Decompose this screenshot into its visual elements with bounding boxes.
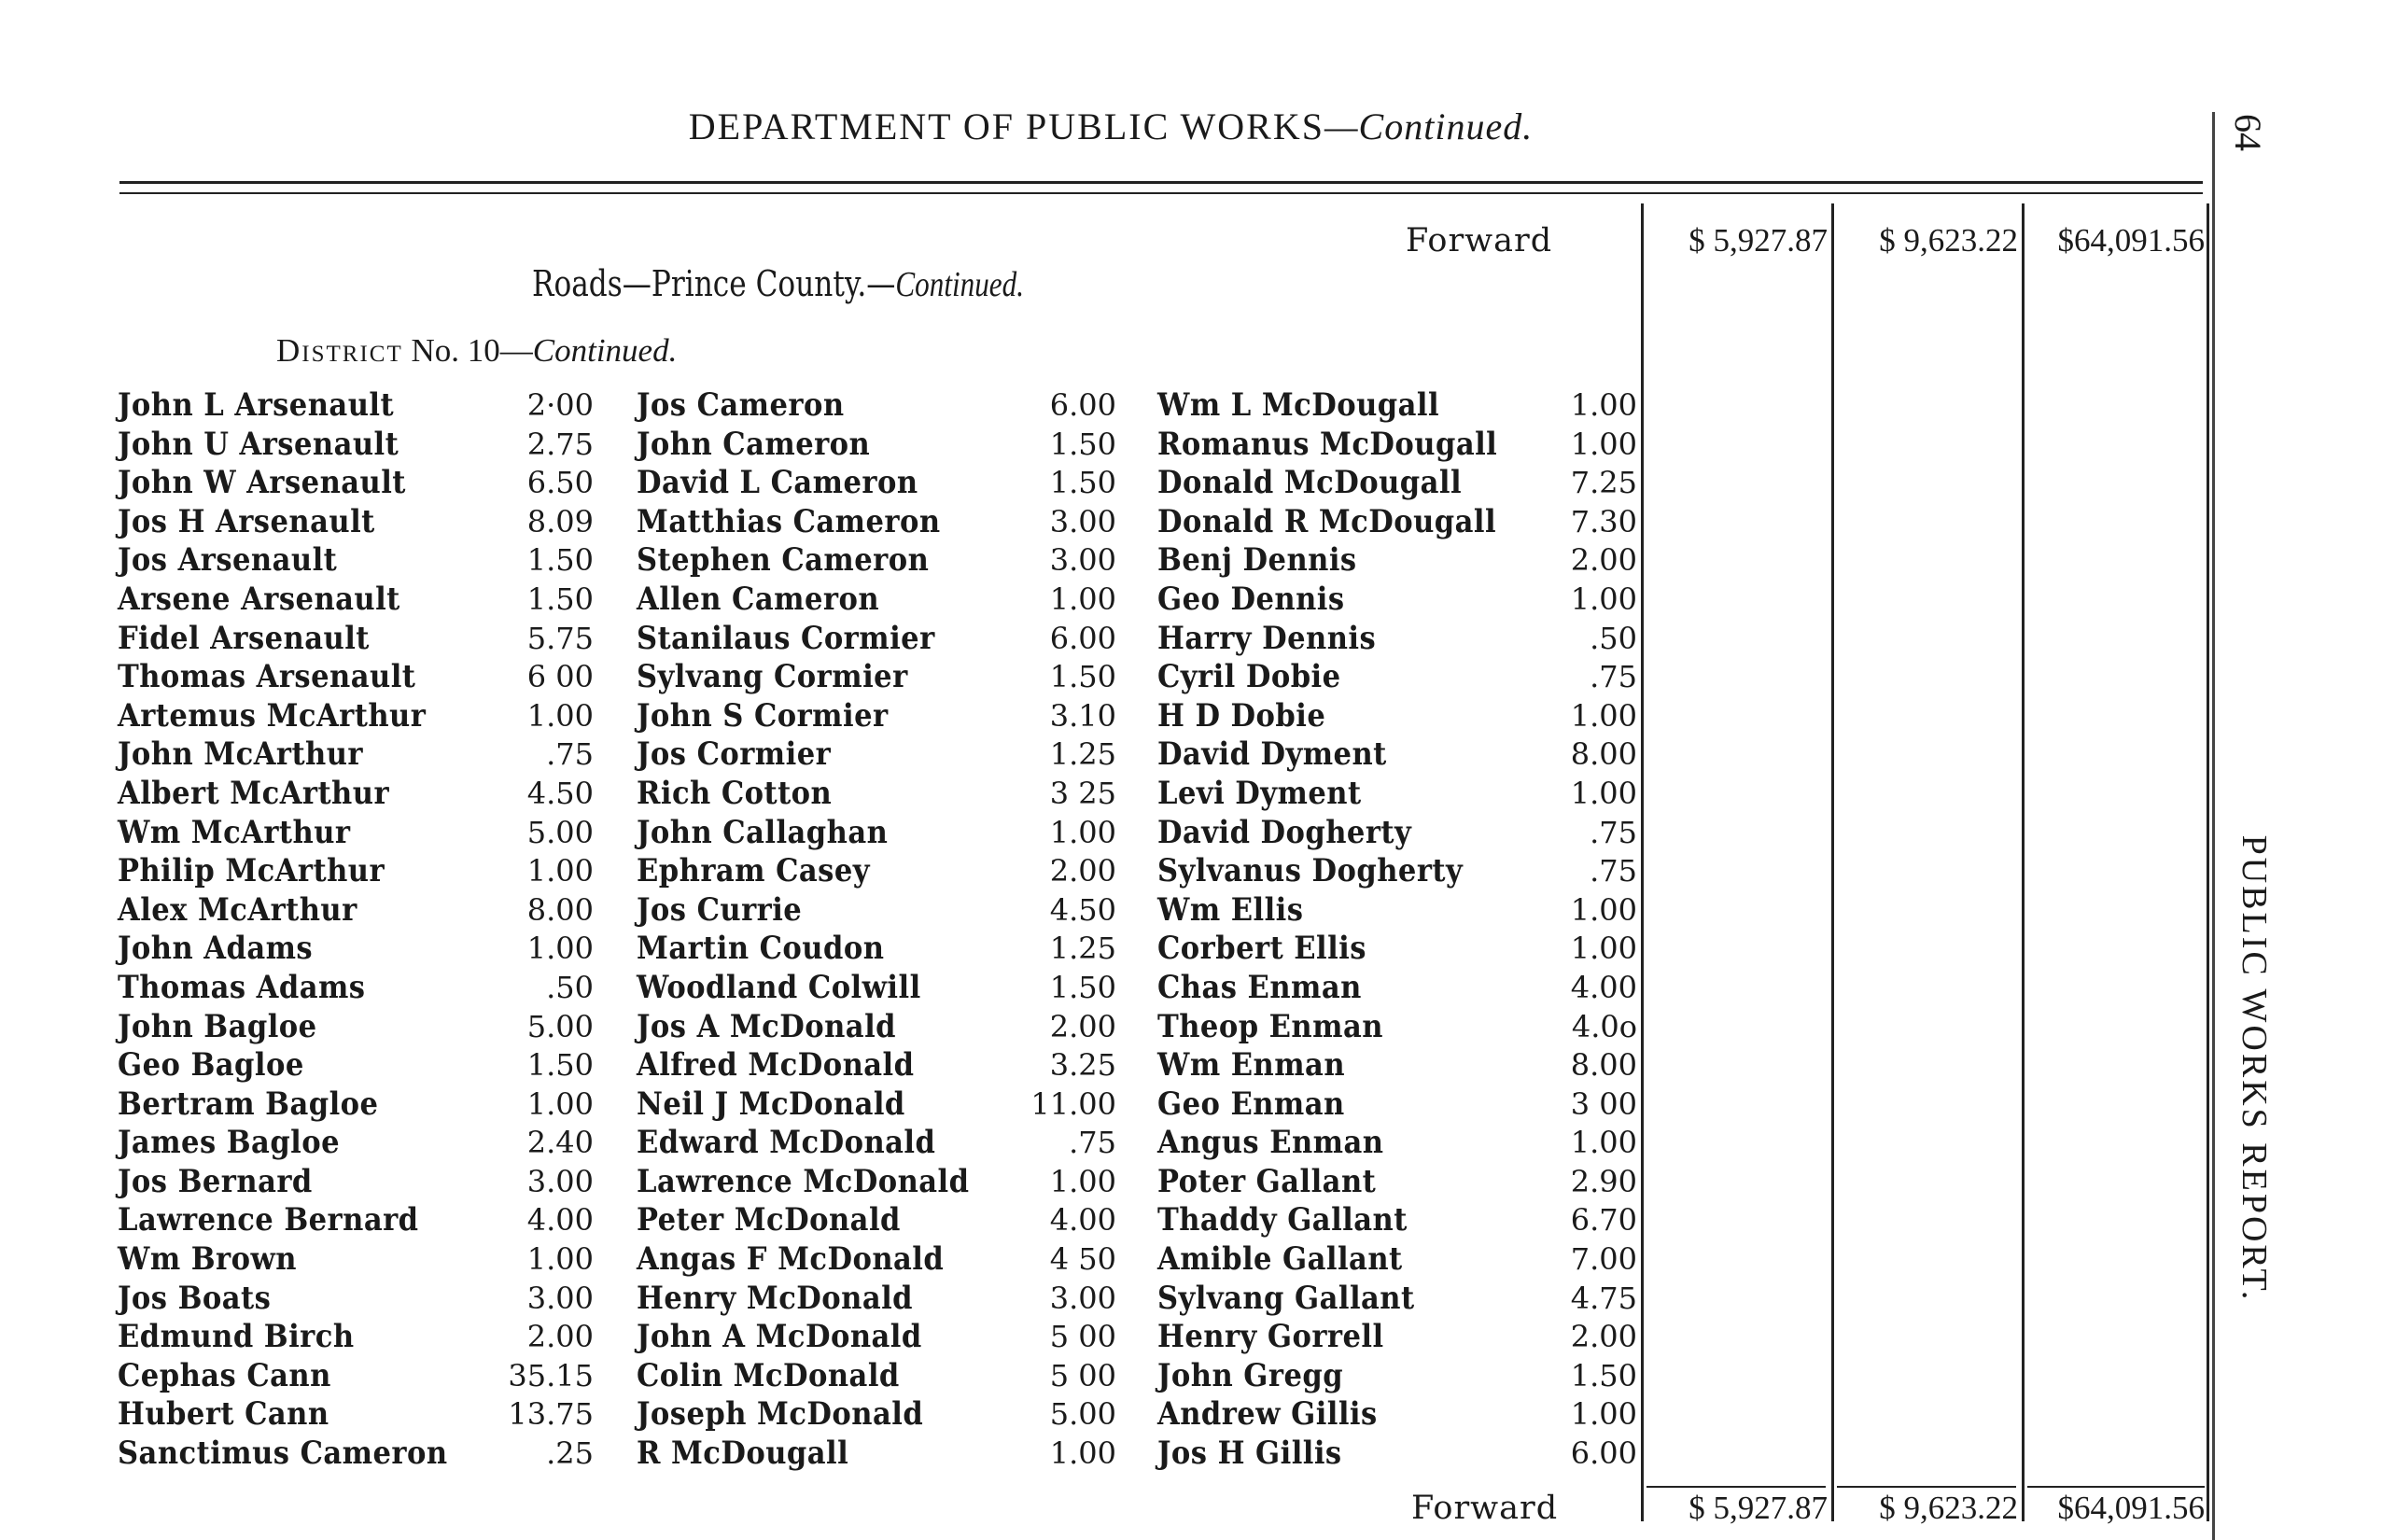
entry-name: Wm Ellis	[1157, 890, 1304, 929]
entry-name: Angas F McDonald	[637, 1240, 945, 1279]
entry-name: Martin Coudon	[637, 930, 885, 968]
total-rule-3	[2027, 1486, 2205, 1488]
entry-amount: 3.00	[526, 1280, 594, 1316]
entry-row	[118, 969, 594, 1008]
entry-row	[118, 1318, 594, 1357]
entry-row	[637, 697, 1116, 736]
district-label: District	[276, 332, 403, 369]
entry-row	[637, 735, 1116, 775]
entry-row	[1157, 735, 1637, 775]
entry-row	[118, 1124, 594, 1163]
entry-name: Philip McArthur	[118, 852, 385, 890]
entry-amount: 1.00	[526, 697, 594, 734]
entry-amount: 2.00	[526, 1319, 594, 1355]
forward-amount-bottom-1: $ 5,927.87	[1688, 1490, 1828, 1526]
district-continued: Continued.	[532, 332, 678, 369]
entry-amount: 1.00	[1570, 387, 1637, 423]
entry-name: Levi Dyment	[1157, 774, 1362, 812]
entry-name: Cyril Dobie	[1157, 658, 1341, 696]
entry-amount: 4.00	[526, 1202, 594, 1239]
entry-row	[118, 697, 594, 736]
entry-amount: 3 25	[1049, 775, 1116, 811]
entry-name: Chas Enman	[1157, 968, 1362, 1006]
entry-amount: 3.00	[1049, 503, 1116, 539]
entry-name: Jos Cameron	[637, 386, 845, 424]
entry-amount: 3.00	[526, 1163, 594, 1199]
entry-amount: 1.00	[1570, 1396, 1637, 1433]
entry-amount: 35.15	[508, 1357, 594, 1393]
entry-amount: 1.50	[1570, 1357, 1637, 1393]
entry-name: Geo Bagloe	[118, 1046, 304, 1085]
entry-name: David Dogherty	[1157, 813, 1412, 851]
header-rule-bottom	[119, 192, 2203, 194]
entry-amount: 1.50	[526, 1047, 594, 1084]
entry-name: John Gregg	[1157, 1356, 1344, 1394]
entry-row	[637, 891, 1116, 931]
entry-amount: 8.00	[526, 891, 594, 928]
entry-amount: 2.00	[1049, 1008, 1116, 1044]
entry-row	[118, 1085, 594, 1125]
entry-name: Poter Gallant	[1157, 1162, 1377, 1200]
entry-row	[637, 775, 1116, 814]
entry-name: Fidel Arsenault	[118, 619, 370, 657]
entry-row	[637, 814, 1116, 853]
entry-amount: .75	[1069, 1125, 1116, 1161]
entry-amount: .75	[1590, 659, 1637, 695]
entry-amount: 1.00	[1049, 1163, 1116, 1199]
section-continued: Continued.	[895, 265, 1025, 304]
amount-column-divider-1	[1641, 203, 1644, 1521]
entry-name: Benj Dennis	[1157, 541, 1357, 580]
entry-row	[118, 735, 594, 775]
district-number: No. 10—	[411, 332, 533, 369]
entry-name: Geo Dennis	[1157, 580, 1345, 618]
entry-row	[1157, 1163, 1637, 1202]
entry-amount: 11.00	[1030, 1085, 1116, 1122]
entry-name: Sylvang Gallant	[1157, 1279, 1415, 1317]
entry-amount: 5.75	[526, 620, 594, 656]
entries-column-3	[1157, 386, 1637, 1474]
entry-name: Thomas Arsenault	[118, 658, 416, 696]
amount-column-divider-4	[2207, 203, 2209, 1521]
entry-amount: 1.00	[1570, 931, 1637, 967]
entry-name: Jos H Gillis	[1157, 1435, 1342, 1473]
forward-amount-top-2: $ 9,623.22	[1879, 222, 2018, 259]
entry-row	[637, 426, 1116, 465]
forward-amount-bottom-3: $64,091.56	[2057, 1490, 2205, 1526]
entry-name: Amible Gallant	[1157, 1240, 1403, 1279]
entry-name: David L Cameron	[637, 464, 918, 502]
entry-row	[118, 1435, 594, 1474]
entry-row	[637, 464, 1116, 503]
entry-row	[118, 1280, 594, 1319]
entry-amount: 6.00	[1570, 1435, 1637, 1472]
entry-amount: 2.00	[1570, 1319, 1637, 1355]
entry-amount: 5 00	[1049, 1357, 1116, 1393]
page-header	[0, 105, 2221, 148]
entry-amount: 1.00	[526, 1241, 594, 1278]
entry-amount: 4.00	[1049, 1202, 1116, 1239]
entry-amount: 1.00	[1049, 581, 1116, 617]
entry-row	[1157, 620, 1637, 659]
entry-row	[118, 1008, 594, 1047]
amount-column-divider-2	[1831, 203, 1834, 1521]
entry-row	[1157, 891, 1637, 931]
entry-amount: 6 00	[526, 659, 594, 695]
entry-amount: .75	[1590, 814, 1637, 850]
entry-amount: 1.00	[526, 931, 594, 967]
entry-row	[118, 541, 594, 581]
entry-amount: 4 50	[1049, 1241, 1116, 1278]
entry-name: Geo Enman	[1157, 1085, 1345, 1123]
total-rule-1	[1646, 1486, 1826, 1488]
entry-name: Joseph McDonald	[637, 1395, 924, 1434]
entry-name: Lawrence Bernard	[118, 1201, 419, 1239]
entry-name: Donald McDougall	[1157, 464, 1463, 502]
entry-row	[637, 620, 1116, 659]
entry-row	[637, 1280, 1116, 1319]
page-right-border	[2212, 112, 2215, 1540]
title-continued: —Continued.	[1324, 105, 1534, 147]
entry-row	[118, 1046, 594, 1085]
entry-amount: 8.00	[1570, 736, 1637, 773]
entry-name: Colin McDonald	[637, 1356, 900, 1394]
entry-name: John L Arsenault	[118, 386, 395, 424]
entry-row	[118, 386, 594, 426]
entry-name: Peter McDonald	[637, 1201, 901, 1239]
entry-name: Stanilaus Cormier	[637, 619, 935, 657]
entry-name: Lawrence McDonald	[637, 1162, 970, 1200]
entry-name: John McArthur	[118, 735, 364, 774]
entry-amount: 7.30	[1570, 503, 1637, 539]
entry-row	[637, 1046, 1116, 1085]
entry-name: Hubert Cann	[118, 1395, 329, 1434]
entry-row	[1157, 464, 1637, 503]
entry-row	[637, 1124, 1116, 1163]
entry-amount: 4.0o	[1571, 1008, 1637, 1044]
entry-row	[637, 1008, 1116, 1047]
running-title: PUBLIC WORKS REPORT.	[2235, 834, 2274, 1303]
entry-amount: 1.00	[1570, 775, 1637, 811]
entry-amount: 3.25	[1049, 1047, 1116, 1084]
entry-row	[118, 814, 594, 853]
entry-row	[637, 386, 1116, 426]
entry-name: John Adams	[118, 930, 314, 968]
entry-amount: 1.50	[526, 581, 594, 617]
entry-name: Woodland Colwill	[637, 968, 921, 1006]
entry-row	[1157, 1008, 1637, 1047]
entry-row	[1157, 1357, 1637, 1396]
entry-name: Jos A McDonald	[637, 1007, 897, 1045]
entry-amount: 1.25	[1049, 931, 1116, 967]
entry-row	[637, 969, 1116, 1008]
entry-row	[637, 581, 1116, 620]
entry-name: James Bagloe	[118, 1124, 341, 1162]
entry-amount: 2.90	[1570, 1163, 1637, 1199]
entry-name: John Callaghan	[637, 813, 889, 851]
entry-name: Corbert Ellis	[1157, 930, 1366, 968]
entries-column-2	[637, 386, 1116, 1474]
total-rule-2	[1837, 1486, 2016, 1488]
entry-row	[118, 775, 594, 814]
entry-row	[637, 1318, 1116, 1357]
entry-name: John W Arsenault	[118, 464, 406, 502]
entry-name: Sanctimus Cameron	[118, 1435, 448, 1473]
entry-row	[637, 930, 1116, 969]
entry-name: Jos H Arsenault	[118, 502, 375, 540]
entry-name: Bertram Bagloe	[118, 1085, 379, 1123]
page-title: DEPARTMENT OF PUBLIC WORKS	[688, 105, 1324, 147]
entry-name: Stephen Cameron	[637, 541, 930, 580]
entry-name: Wm L McDougall	[1157, 386, 1440, 424]
entry-amount: 1.00	[526, 1085, 594, 1122]
entry-row	[118, 1201, 594, 1240]
entry-amount: 1.50	[1049, 426, 1116, 462]
entry-amount: 13.75	[508, 1396, 594, 1433]
entry-row	[637, 1085, 1116, 1125]
entry-amount: 3.10	[1049, 697, 1116, 734]
entry-name: Ephram Casey	[637, 852, 871, 890]
entry-amount: 2.00	[1049, 853, 1116, 889]
entry-name: Thaddy Gallant	[1157, 1201, 1408, 1239]
forward-amount-top-1: $ 5,927.87	[1688, 222, 1828, 259]
entry-row	[118, 1395, 594, 1435]
entry-amount: 4.75	[1570, 1280, 1637, 1316]
entry-name: Alex McArthur	[118, 890, 357, 929]
entry-row	[637, 1240, 1116, 1280]
page-number: 64	[2227, 114, 2269, 151]
entry-amount: 1.00	[1570, 697, 1637, 734]
entry-amount: .50	[1590, 620, 1637, 656]
entry-name: Artemus McArthur	[118, 696, 427, 735]
entry-row	[118, 620, 594, 659]
entry-name: Andrew Gillis	[1157, 1395, 1378, 1434]
entry-row	[1157, 426, 1637, 465]
entry-row	[1157, 658, 1637, 697]
entry-name: Wm McArthur	[118, 813, 351, 851]
entry-amount: 5.00	[526, 1008, 594, 1044]
entry-amount: 2.75	[526, 426, 594, 462]
entry-name: Jos Cormier	[637, 735, 832, 774]
entry-row	[118, 930, 594, 969]
entry-row	[118, 581, 594, 620]
entry-amount: 2.00	[1570, 542, 1637, 579]
entry-name: Arsene Arsenault	[118, 580, 400, 618]
entry-name: Jos Currie	[637, 890, 803, 929]
entry-row	[118, 658, 594, 697]
entry-row	[1157, 581, 1637, 620]
entry-amount: 1.00	[526, 853, 594, 889]
entry-row	[1157, 1395, 1637, 1435]
entry-row	[637, 852, 1116, 891]
forward-label-bottom: Forward	[1411, 1490, 1559, 1527]
entry-amount: 4.50	[526, 775, 594, 811]
entry-name: Angus Enman	[1157, 1124, 1384, 1162]
header-rule-top	[119, 181, 2203, 184]
entry-amount: 1.25	[1049, 736, 1116, 773]
entry-amount: 8.09	[526, 503, 594, 539]
entry-amount: .25	[546, 1435, 594, 1472]
entry-name: Rich Cotton	[637, 774, 833, 812]
entry-amount: 6.00	[1049, 620, 1116, 656]
entry-row	[1157, 1085, 1637, 1125]
entry-row	[1157, 1435, 1637, 1474]
entry-name: Edward McDonald	[637, 1124, 936, 1162]
entry-name: Albert McArthur	[118, 774, 390, 812]
entry-amount: 6.00	[1049, 387, 1116, 423]
entry-name: Neil J McDonald	[637, 1085, 905, 1123]
entry-name: Donald R McDougall	[1157, 502, 1497, 540]
entry-name: Allen Cameron	[637, 580, 880, 618]
entry-row	[118, 464, 594, 503]
entry-name: Harry Dennis	[1157, 619, 1377, 657]
entry-row	[637, 1357, 1116, 1396]
entry-name: Matthias Cameron	[637, 502, 941, 540]
entry-amount: 5.00	[1049, 1396, 1116, 1433]
entry-name: Cephas Cann	[118, 1356, 331, 1394]
entry-amount: 3.00	[1049, 542, 1116, 579]
entry-name: Wm Enman	[1157, 1046, 1346, 1085]
entry-amount: 7.25	[1570, 465, 1637, 501]
entry-amount: 1.00	[1570, 426, 1637, 462]
entry-name: Thomas Adams	[118, 968, 366, 1006]
entry-row	[1157, 1046, 1637, 1085]
entry-amount: 4.00	[1570, 969, 1637, 1005]
entries-column-1	[118, 386, 594, 1474]
entry-row	[1157, 541, 1637, 581]
entry-amount: 3.00	[1049, 1280, 1116, 1316]
forward-amount-bottom-2: $ 9,623.22	[1879, 1490, 2018, 1526]
entry-name: Jos Arsenault	[118, 541, 338, 580]
entry-row	[1157, 1318, 1637, 1357]
entry-name: John A McDonald	[637, 1318, 922, 1356]
section-title	[532, 263, 1024, 305]
entry-amount: .75	[1590, 853, 1637, 889]
entry-name: Jos Bernard	[118, 1162, 313, 1200]
amount-column-divider-3	[2022, 203, 2025, 1521]
entry-name: John Bagloe	[118, 1007, 317, 1045]
entry-name: Theop Enman	[1157, 1007, 1383, 1045]
entry-amount: 7.00	[1570, 1241, 1637, 1278]
forward-label-top: Forward	[1406, 222, 1553, 259]
entry-amount: 2.40	[526, 1125, 594, 1161]
entry-name: Romanus McDougall	[1157, 425, 1498, 463]
entry-amount: 2·00	[526, 387, 594, 423]
entry-row	[1157, 1201, 1637, 1240]
entry-name: Wm Brown	[118, 1240, 297, 1279]
entry-row	[1157, 775, 1637, 814]
entry-row	[1157, 1280, 1637, 1319]
entry-amount: 5.00	[526, 814, 594, 850]
entry-amount: 1.00	[1570, 581, 1637, 617]
entry-name: Henry McDonald	[637, 1279, 914, 1317]
entry-row	[1157, 386, 1637, 426]
entry-amount: 1.00	[1049, 814, 1116, 850]
entry-row	[118, 852, 594, 891]
entry-row	[118, 503, 594, 542]
entry-row	[1157, 697, 1637, 736]
entry-name: H D Dobie	[1157, 696, 1326, 735]
entry-row	[1157, 814, 1637, 853]
entry-name: R McDougall	[637, 1435, 849, 1473]
entry-row	[1157, 1124, 1637, 1163]
entry-amount: 1.00	[1570, 891, 1637, 928]
entry-row	[637, 503, 1116, 542]
entry-amount: 1.00	[1570, 1125, 1637, 1161]
entry-amount: 5 00	[1049, 1319, 1116, 1355]
entry-row	[118, 1357, 594, 1396]
entry-name: John S Cormier	[637, 696, 889, 735]
entry-row	[1157, 503, 1637, 542]
entry-name: Sylvang Cormier	[637, 658, 908, 696]
district-heading	[276, 332, 677, 370]
entry-name: John U Arsenault	[118, 425, 399, 463]
entry-name: Edmund Birch	[118, 1318, 355, 1356]
entry-row	[118, 891, 594, 931]
entry-row	[637, 1163, 1116, 1202]
entry-row	[637, 1435, 1116, 1474]
entry-amount: 1.50	[1049, 969, 1116, 1005]
entry-row	[1157, 1240, 1637, 1280]
entry-name: Sylvanus Dogherty	[1157, 852, 1464, 890]
entry-row	[637, 1395, 1116, 1435]
entry-amount: .75	[546, 736, 594, 773]
entry-amount: 6.50	[526, 465, 594, 501]
entry-amount: 8.00	[1570, 1047, 1637, 1084]
entry-amount: 3 00	[1570, 1085, 1637, 1122]
entry-amount: 6.70	[1570, 1202, 1637, 1239]
entry-name: John Cameron	[637, 425, 871, 463]
entry-amount: 1.50	[526, 542, 594, 579]
entry-row	[637, 541, 1116, 581]
entry-amount: 1.50	[1049, 659, 1116, 695]
entry-name: David Dyment	[1157, 735, 1387, 774]
entry-row	[118, 1163, 594, 1202]
entry-amount: .50	[546, 969, 594, 1005]
entry-amount: 1.50	[1049, 465, 1116, 501]
entry-row	[118, 426, 594, 465]
entry-name: Henry Gorrell	[1157, 1318, 1384, 1356]
entry-row	[637, 658, 1116, 697]
entry-name: Jos Boats	[118, 1279, 272, 1317]
entry-row	[1157, 930, 1637, 969]
forward-amount-top-3: $64,091.56	[2057, 222, 2205, 259]
entry-row	[118, 1240, 594, 1280]
section-title-text: Roads—Prince County.—	[532, 263, 896, 304]
entry-name: Alfred McDonald	[637, 1046, 915, 1085]
entry-amount: 1.00	[1049, 1435, 1116, 1472]
entry-row	[1157, 852, 1637, 891]
entry-row	[637, 1201, 1116, 1240]
entry-amount: 4.50	[1049, 891, 1116, 928]
entry-row	[1157, 969, 1637, 1008]
